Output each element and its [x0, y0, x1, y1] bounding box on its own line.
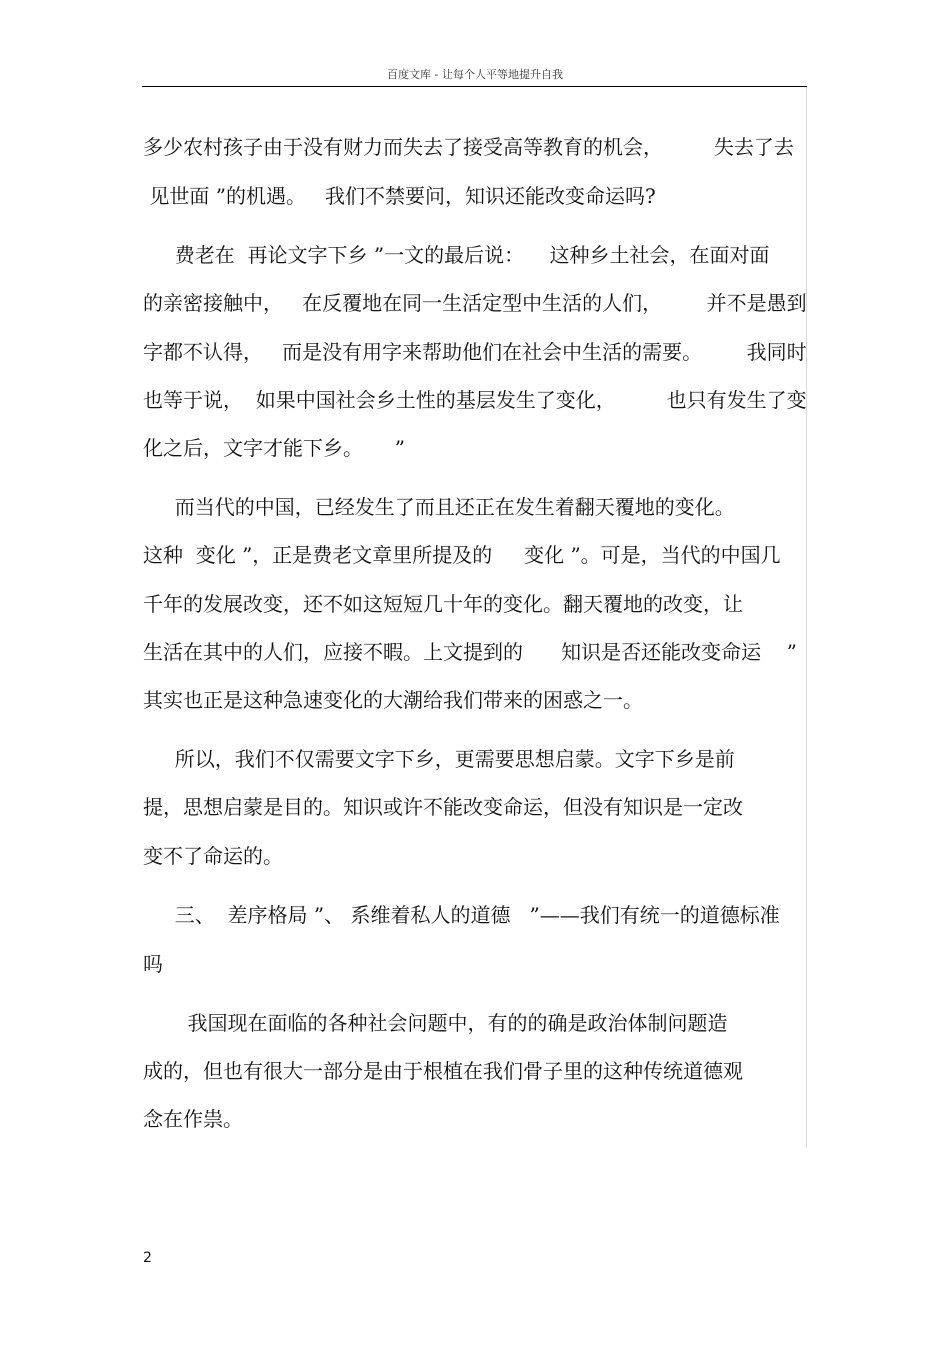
- text-line: 这种 变化 ”，正是费老文章里所提及的 变化 ”。可是，当代的中国几: [143, 543, 781, 567]
- text-line: 字都不认得， 而是没有用字来帮助他们在社会中生活的需要。 我同时: [143, 340, 807, 364]
- text-line: 我国现在面临的各种社会问题中，有的的确是政治体制问题造: [143, 1011, 728, 1035]
- text-line: 变不了命运的。: [143, 844, 283, 868]
- text-line: 而当代的中国，已经发生了而且还正在发生着翻天覆地的变化。: [143, 495, 735, 519]
- text-line: 费老在 再论文字下乡 ”一文的最后说： 这种乡土社会，在面对面: [143, 243, 770, 267]
- text-line: 所以，我们不仅需要文字下乡，更需要思想启蒙。文字下乡是前: [143, 747, 735, 771]
- text-line: 也等于说， 如果中国社会乡土性的基层发生了变化， 也只有发生了变: [143, 388, 807, 412]
- page-number: 2: [143, 1250, 152, 1266]
- text-line: 其实也正是这种急速变化的大潮给我们带来的困惑之一。: [143, 688, 643, 712]
- text-line: 见世面 ”的机遇。 我们不禁要问，知识还能改变命运吗?: [143, 184, 656, 208]
- text-line: 的亲密接触中， 在反覆地在同一生活定型中生活的人们， 并不是愚到: [143, 291, 807, 315]
- text-line: 提，思想启蒙是目的。知识或许不能改变命运，但没有知识是一定改: [143, 795, 743, 819]
- text-line: 三、 差序格局 ”、 系维着私人的道德 ”——我们有统一的道德标准: [143, 903, 780, 927]
- header-divider: [142, 86, 807, 87]
- text-line: 念在作祟。: [143, 1107, 243, 1131]
- page-header: 百度文库 - 让每个人平等地提升自我: [387, 68, 563, 81]
- text-line: 千年的发展改变，还不如这短短几十年的变化。翻天覆地的改变，让: [143, 592, 743, 616]
- right-margin-line: [806, 87, 807, 1147]
- text-line: 吗: [143, 952, 163, 976]
- text-line: 成的，但也有很大一部分是由于根植在我们骨子里的这种传统道德观: [143, 1059, 743, 1083]
- text-line: 多少农村孩子由于没有财力而失去了接受高等教育的机会， 失去了去: [143, 135, 794, 159]
- text-line: 化之后，文字才能下乡。 ”: [143, 436, 406, 460]
- text-line: 生活在其中的人们，应接不暇。上文提到的 知识是否还能改变命运 ”: [143, 640, 797, 664]
